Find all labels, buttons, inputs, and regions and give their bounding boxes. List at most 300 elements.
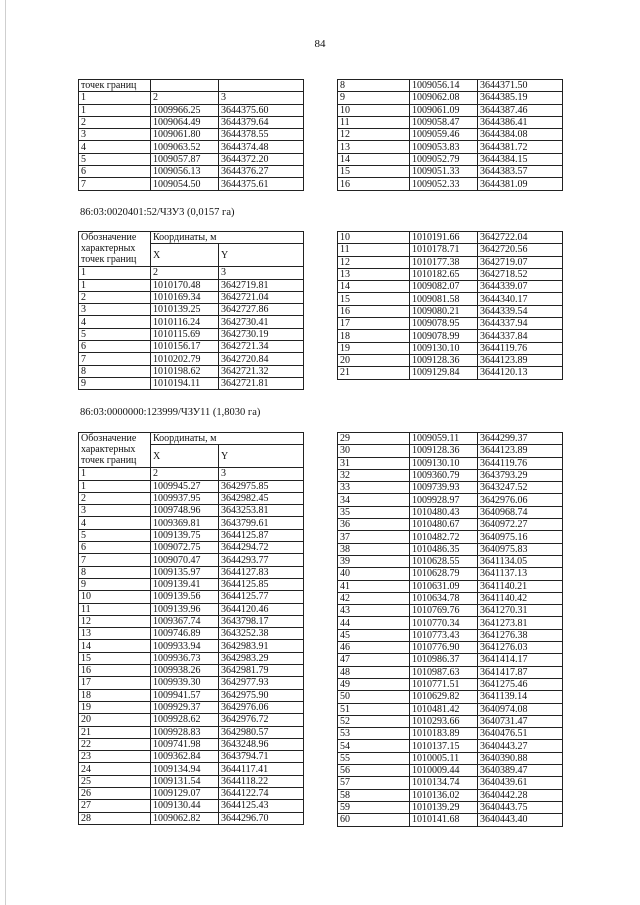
point-number: 6: [79, 166, 151, 178]
y-coordinate: 3640389.47: [478, 765, 563, 777]
x-coordinate: 1009937.95: [151, 492, 219, 504]
x-coordinate: 1009748.96: [151, 505, 219, 517]
coordinates-table-1-left: [78, 79, 304, 191]
x-coordinate: 1009061.80: [151, 129, 219, 141]
x-coordinate: 1009941.57: [151, 689, 219, 701]
x-coordinate: 1010628.55: [410, 555, 478, 567]
table-row: [338, 568, 563, 580]
point-number: 2: [79, 492, 151, 504]
table-row: [79, 763, 304, 775]
y-coordinate: 3640476.51: [478, 728, 563, 740]
table-row: [79, 677, 304, 689]
x-coordinate: 1009052.33: [410, 178, 478, 190]
point-number: 7: [79, 554, 151, 566]
y-coordinate: 3641134.05: [478, 555, 563, 567]
table-row: [79, 365, 304, 377]
x-coordinate: 1010986.37: [410, 654, 478, 666]
table-row: [338, 318, 563, 330]
x-coordinate: 1010139.25: [151, 304, 219, 316]
point-number: 22: [79, 738, 151, 750]
x-coordinate: 1009057.87: [151, 153, 219, 165]
x-coordinate: 1009746.89: [151, 628, 219, 640]
y-coordinate: 3644118.22: [219, 775, 304, 787]
point-number: 56: [338, 765, 410, 777]
point-number: 15: [338, 293, 410, 305]
x-coordinate: 1010137.15: [410, 740, 478, 752]
x-coordinate: 1009056.14: [410, 80, 478, 92]
point-number: 17: [79, 677, 151, 689]
x-coordinate: 1010178.71: [410, 244, 478, 256]
table-row: [338, 116, 563, 128]
x-coordinate: 1009945.27: [151, 480, 219, 492]
x-coordinate: 1010169.34: [151, 291, 219, 303]
table-row: [338, 617, 563, 629]
x-coordinate: 1009139.56: [151, 591, 219, 603]
y-coordinate: 3644119.76: [478, 457, 563, 469]
x-coordinate: 1010141.68: [410, 814, 478, 826]
x-coordinate: 1010628.79: [410, 568, 478, 580]
y-coordinate: 3644386.41: [478, 116, 563, 128]
x-coordinate: 1009081.58: [410, 293, 478, 305]
y-coordinate: 3641417.87: [478, 666, 563, 678]
point-number: 8: [79, 365, 151, 377]
point-number: 4: [79, 517, 151, 529]
x-coordinate: 1010177.38: [410, 256, 478, 268]
table-row: [338, 592, 563, 604]
point-number: 5: [79, 529, 151, 541]
x-coordinate: 1009062.08: [410, 92, 478, 104]
table-row: [79, 141, 304, 153]
x-coordinate: 1009063.52: [151, 141, 219, 153]
table-row: [338, 666, 563, 678]
x-coordinate: 1009741.98: [151, 738, 219, 750]
y-coordinate: 3640975.83: [478, 543, 563, 555]
table-row: [338, 605, 563, 617]
point-number: 26: [79, 788, 151, 800]
y-coordinate: 3644125.43: [219, 800, 304, 812]
x-coordinate: 1009938.26: [151, 665, 219, 677]
point-number: 7: [79, 353, 151, 365]
x-coordinate: 1009078.99: [410, 330, 478, 342]
table-row: [338, 531, 563, 543]
x-coordinate: 1010480.43: [410, 506, 478, 518]
table-row: [79, 751, 304, 763]
y-coordinate: 3642719.81: [219, 279, 304, 291]
x-coordinate: 1010009.44: [410, 765, 478, 777]
y-coordinate: 3644381.09: [478, 178, 563, 190]
point-number: 29: [338, 433, 410, 445]
table-row: [338, 543, 563, 555]
point-number: 15: [338, 166, 410, 178]
table-row: [338, 642, 563, 654]
x-coordinate: 1010987.63: [410, 666, 478, 678]
x-coordinate: 1009129.07: [151, 788, 219, 800]
x-coordinate: 1010293.66: [410, 715, 478, 727]
x-coordinate: 1009052.79: [410, 153, 478, 165]
point-number: 23: [79, 751, 151, 763]
table-row: [79, 628, 304, 640]
x-coordinate: 1009360.79: [410, 469, 478, 481]
x-coordinate: 1009128.36: [410, 445, 478, 457]
table-row: [338, 555, 563, 567]
y-coordinate: 3643798.17: [219, 615, 304, 627]
table-row: [79, 812, 304, 824]
table-row: [338, 678, 563, 690]
y-coordinate: 3640442.28: [478, 789, 563, 801]
point-number: 9: [79, 377, 151, 389]
point-number: 3: [79, 129, 151, 141]
table-row: [79, 377, 304, 389]
table-row: [79, 492, 304, 504]
y-coordinate: 3640439.61: [478, 777, 563, 789]
x-coordinate: 1009059.46: [410, 129, 478, 141]
point-number: 52: [338, 715, 410, 727]
y-coordinate: 3642976.06: [219, 701, 304, 713]
point-number: 14: [338, 153, 410, 165]
table-row: [338, 367, 563, 379]
y-coordinate: 3644123.89: [478, 445, 563, 457]
table-body: [338, 433, 563, 827]
table-row: [79, 178, 304, 190]
point-number: 1: [79, 480, 151, 492]
point-number: 32: [338, 469, 410, 481]
x-coordinate: 1009051.33: [410, 166, 478, 178]
y-coordinate: 3640972.27: [478, 519, 563, 531]
point-number: 30: [338, 445, 410, 457]
table-row: [79, 591, 304, 603]
point-number: 21: [79, 726, 151, 738]
x-coordinate: 1010631.09: [410, 580, 478, 592]
table-row: [338, 305, 563, 317]
y-coordinate: 3644379.64: [219, 116, 304, 128]
point-number: 53: [338, 728, 410, 740]
x-coordinate: 1010191.66: [410, 232, 478, 244]
y-coordinate: 3643247.52: [478, 482, 563, 494]
point-number: 5: [79, 328, 151, 340]
point-number: 10: [338, 232, 410, 244]
x-coordinate: 1010629.82: [410, 691, 478, 703]
table-row: [79, 788, 304, 800]
table-row: [338, 354, 563, 366]
column-number-row: 1 2 3: [79, 92, 304, 104]
x-coordinate: 1009367.74: [151, 615, 219, 627]
y-coordinate: 3642720.84: [219, 353, 304, 365]
y-coordinate: 3644339.07: [478, 281, 563, 293]
x-coordinate: 1010771.51: [410, 678, 478, 690]
point-number: 4: [79, 141, 151, 153]
table-row: [79, 116, 304, 128]
table-body: [338, 80, 563, 191]
x-coordinate: 1009059.11: [410, 433, 478, 445]
x-coordinate: 1009082.07: [410, 281, 478, 293]
y-coordinate: 3642976.06: [478, 494, 563, 506]
point-number: 10: [79, 591, 151, 603]
x-coordinate: 1010769.76: [410, 605, 478, 617]
point-number: 18: [79, 689, 151, 701]
x-coordinate: 1009070.47: [151, 554, 219, 566]
table-row: [338, 703, 563, 715]
y-coordinate: 3642975.90: [219, 689, 304, 701]
y-coordinate: 3643252.38: [219, 628, 304, 640]
x-coordinate: 1010202.79: [151, 353, 219, 365]
table-row: [79, 566, 304, 578]
table-row: [338, 469, 563, 481]
point-number: 47: [338, 654, 410, 666]
y-coordinate: 3644293.77: [219, 554, 304, 566]
table-row: [79, 129, 304, 141]
y-coordinate: 3642721.04: [219, 291, 304, 303]
table-row: [79, 104, 304, 116]
x-coordinate: 1010139.29: [410, 801, 478, 813]
y-coordinate: 3644372.20: [219, 153, 304, 165]
x-coordinate: 1010136.02: [410, 789, 478, 801]
table-row: [79, 316, 304, 328]
coordinates-table-1-right: [337, 79, 563, 191]
table-body: [79, 279, 304, 390]
table-row: [338, 580, 563, 592]
table-row: [338, 342, 563, 354]
point-number: 51: [338, 703, 410, 715]
x-coordinate: 1009936.73: [151, 652, 219, 664]
table-row: [79, 542, 304, 554]
table-row: [79, 505, 304, 517]
y-coordinate: 3640443.40: [478, 814, 563, 826]
table-row: [338, 178, 563, 190]
table-row: [79, 578, 304, 590]
y-coordinate: 3642982.45: [219, 492, 304, 504]
point-number: 16: [79, 665, 151, 677]
table-row: [79, 480, 304, 492]
y-coordinate: 3644125.87: [219, 529, 304, 541]
table-row: [338, 801, 563, 813]
y-coordinate: 3642983.91: [219, 640, 304, 652]
point-number: 4: [79, 316, 151, 328]
x-coordinate: 1010770.34: [410, 617, 478, 629]
y-coordinate: 3643253.81: [219, 505, 304, 517]
y-header: Y: [219, 244, 304, 267]
table-row: [338, 330, 563, 342]
table-row: [79, 800, 304, 812]
x-coordinate: 1009139.41: [151, 578, 219, 590]
point-number: 31: [338, 457, 410, 469]
point-number: 25: [79, 775, 151, 787]
point-number: 17: [338, 318, 410, 330]
point-number: 38: [338, 543, 410, 555]
table-body: [79, 480, 304, 824]
x-coordinate: 1010481.42: [410, 703, 478, 715]
point-number: 12: [79, 615, 151, 627]
table-row: [79, 341, 304, 353]
x-coordinate: 1010194.11: [151, 377, 219, 389]
y-coordinate: 3640968.74: [478, 506, 563, 518]
y-coordinate: 3642730.19: [219, 328, 304, 340]
x-coordinate: 1010170.48: [151, 279, 219, 291]
point-number: 15: [79, 652, 151, 664]
y-coordinate: 3642976.72: [219, 714, 304, 726]
table-row: [338, 765, 563, 777]
point-number: 14: [338, 281, 410, 293]
x-coordinate: 1009130.10: [410, 457, 478, 469]
table-row: [338, 494, 563, 506]
point-number: 55: [338, 752, 410, 764]
table-row: [79, 153, 304, 165]
y-coordinate: 3644123.89: [478, 354, 563, 366]
table-row: [338, 141, 563, 153]
column-number-row: 1 2 3: [79, 267, 304, 279]
y-coordinate: 3641273.81: [478, 617, 563, 629]
y-coordinate: 3642983.29: [219, 652, 304, 664]
table-row: [338, 92, 563, 104]
point-number: 3: [79, 304, 151, 316]
x-coordinate: 1010156.17: [151, 341, 219, 353]
x-coordinate: 1009131.54: [151, 775, 219, 787]
y-coordinate: 3641140.21: [478, 580, 563, 592]
x-coordinate: 1009134.94: [151, 763, 219, 775]
x-coordinate: 1010183.89: [410, 728, 478, 740]
x-coordinate: 1009966.25: [151, 104, 219, 116]
table-row: [79, 714, 304, 726]
x-coordinate: 1009933.94: [151, 640, 219, 652]
y-coordinate: 3642720.56: [478, 244, 563, 256]
point-number: 1: [79, 279, 151, 291]
point-number: 41: [338, 580, 410, 592]
x-coordinate: 1010134.74: [410, 777, 478, 789]
y-coordinate: 3641270.31: [478, 605, 563, 617]
y-coordinate: 3642721.32: [219, 365, 304, 377]
table-row: [338, 80, 563, 92]
y-coordinate: 3644127.83: [219, 566, 304, 578]
point-number: 58: [338, 789, 410, 801]
point-number: 8: [79, 566, 151, 578]
table-row: [79, 517, 304, 529]
y-coordinate: 3644119.76: [478, 342, 563, 354]
y-coordinate: 3642721.34: [219, 341, 304, 353]
y-coordinate: 3641137.13: [478, 568, 563, 580]
x-coordinate: 1009739.93: [410, 482, 478, 494]
table-row: [338, 268, 563, 280]
y-coordinate: 3642727.86: [219, 304, 304, 316]
point-number: 5: [79, 153, 151, 165]
point-number: 40: [338, 568, 410, 580]
y-coordinate: 3644376.27: [219, 166, 304, 178]
table-row: [338, 740, 563, 752]
point-number: 9: [79, 578, 151, 590]
scan-left-edge: [5, 0, 6, 905]
x-coordinate: 1009130.10: [410, 342, 478, 354]
table-row: [79, 304, 304, 316]
x-coordinate: 1010480.67: [410, 519, 478, 531]
y-coordinate: 3644384.15: [478, 153, 563, 165]
y-coordinate: 3642730.41: [219, 316, 304, 328]
table-row: [338, 654, 563, 666]
table-header-row: [79, 232, 304, 244]
table-row: [79, 529, 304, 541]
y-coordinate: 3644296.70: [219, 812, 304, 824]
x-coordinate: 1009078.95: [410, 318, 478, 330]
point-number: 12: [338, 256, 410, 268]
point-number: 7: [79, 178, 151, 190]
point-number: 39: [338, 555, 410, 567]
x-coordinate: 1009128.36: [410, 354, 478, 366]
table-row: [79, 665, 304, 677]
y-coordinate: 3642719.07: [478, 256, 563, 268]
table-row: [338, 293, 563, 305]
column-number-row: 1 2 3: [79, 468, 304, 480]
table-row: [79, 603, 304, 615]
x-coordinate: 1009064.49: [151, 116, 219, 128]
table-row: [79, 652, 304, 664]
point-number: 11: [338, 244, 410, 256]
point-number: 14: [79, 640, 151, 652]
point-number: 27: [79, 800, 151, 812]
y-coordinate: 3644125.85: [219, 578, 304, 590]
y-coordinate: 3644378.55: [219, 129, 304, 141]
point-number: 11: [79, 603, 151, 615]
table-row: [338, 433, 563, 445]
y-coordinate: 3640443.75: [478, 801, 563, 813]
page-number: 84: [314, 38, 326, 50]
y-coordinate: 3644340.17: [478, 293, 563, 305]
parcel-caption-2: 86:03:0020401:52/ЧЗУ3 (0,0157 га): [80, 207, 235, 218]
table-row: [338, 715, 563, 727]
table-row: [79, 291, 304, 303]
x-coordinate: 1009139.96: [151, 603, 219, 615]
point-number: 42: [338, 592, 410, 604]
table-body: [338, 232, 563, 380]
point-number: 19: [338, 342, 410, 354]
coordinates-header: Координаты, м: [151, 232, 304, 244]
point-number: 16: [338, 178, 410, 190]
y-coordinate: 3643248.96: [219, 738, 304, 750]
point-number: 36: [338, 519, 410, 531]
y-coordinate: 3644122.74: [219, 788, 304, 800]
y-coordinate: 3640975.16: [478, 531, 563, 543]
y-coordinate: 3640731.47: [478, 715, 563, 727]
point-number: 43: [338, 605, 410, 617]
table-row: [338, 752, 563, 764]
x-coordinate: 1009929.37: [151, 701, 219, 713]
x-coordinate: 1009362.84: [151, 751, 219, 763]
y-coordinate: 3640390.88: [478, 752, 563, 764]
point-number: 6: [79, 542, 151, 554]
x-coordinate: 1009928.97: [410, 494, 478, 506]
table-row: [338, 256, 563, 268]
x-coordinate: 1010486.35: [410, 543, 478, 555]
header-label: точек границ: [79, 80, 151, 92]
point-number: 20: [338, 354, 410, 366]
y-coordinate: 3644294.72: [219, 542, 304, 554]
table-row: [79, 279, 304, 291]
x-coordinate: 1010115.69: [151, 328, 219, 340]
x-coordinate: 1010005.11: [410, 752, 478, 764]
table-row: [79, 328, 304, 340]
y-coordinate: 3644337.94: [478, 318, 563, 330]
x-coordinate: 1009369.81: [151, 517, 219, 529]
parcel-caption-3: 86:03:0000000:123999/ЧЗУ11 (1,8030 га): [80, 407, 261, 418]
point-number: 18: [338, 330, 410, 342]
table-header-row: [79, 433, 304, 445]
y-coordinate: 3640443.27: [478, 740, 563, 752]
point-number: 19: [79, 701, 151, 713]
point-number: 21: [338, 367, 410, 379]
point-number: 2: [79, 291, 151, 303]
y-coordinate: 3644387.46: [478, 104, 563, 116]
y-coordinate: 3644383.57: [478, 166, 563, 178]
point-number: 48: [338, 666, 410, 678]
y-coordinate: 3643799.61: [219, 517, 304, 529]
y-coordinate: 3644120.46: [219, 603, 304, 615]
designation-header: Обозначение характерных точек границ: [79, 433, 151, 468]
